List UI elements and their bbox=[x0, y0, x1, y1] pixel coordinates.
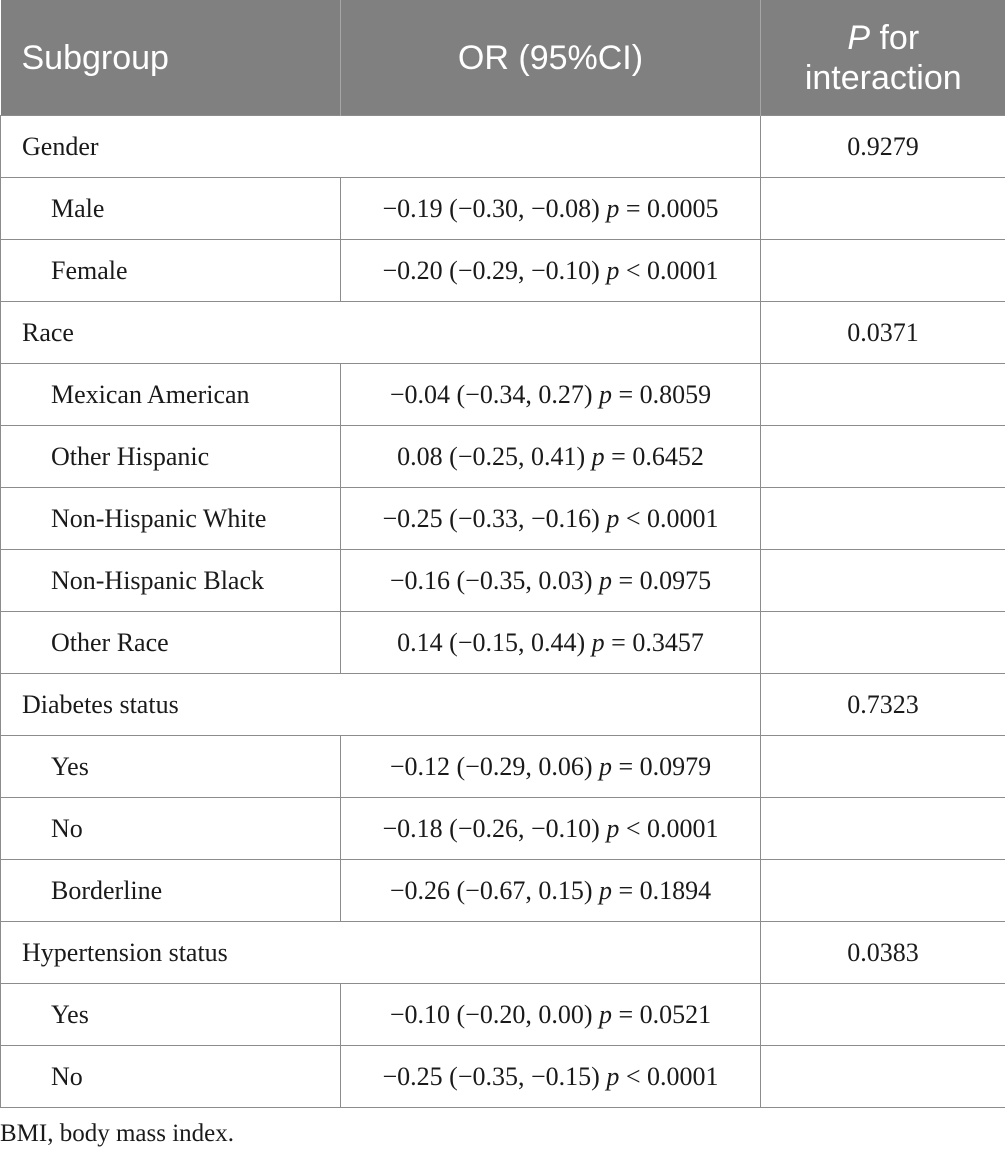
subgroup-label: No bbox=[1, 1046, 341, 1108]
or-ci-cell bbox=[341, 240, 761, 302]
table-row bbox=[1, 426, 1005, 488]
subgroup-label: Yes bbox=[1, 736, 341, 798]
group-label: Diabetes status bbox=[1, 674, 761, 736]
p-value: = 0.0005 bbox=[619, 193, 719, 223]
subgroup-label: Male bbox=[1, 178, 341, 240]
p-symbol: p bbox=[598, 565, 612, 595]
p-value: < 0.0001 bbox=[619, 503, 719, 533]
group-row bbox=[1, 116, 1005, 178]
p-interaction-cell bbox=[761, 426, 1005, 488]
p-interaction-cell: 0.0371 bbox=[761, 302, 1005, 364]
table-row bbox=[1, 240, 1005, 302]
header-subgroup: Subgroup bbox=[1, 0, 341, 116]
table-row bbox=[1, 736, 1005, 798]
p-interaction-cell bbox=[761, 736, 1005, 798]
or-ci-value: −0.25 (−0.35, −0.15) bbox=[382, 1061, 607, 1091]
or-ci-cell bbox=[341, 860, 761, 922]
p-symbol: p bbox=[606, 503, 620, 533]
header-p-interaction bbox=[761, 0, 1005, 116]
table-row bbox=[1, 1046, 1005, 1108]
or-ci-cell bbox=[341, 798, 761, 860]
or-ci-cell bbox=[341, 364, 761, 426]
p-symbol: p bbox=[591, 441, 605, 471]
p-symbol: p bbox=[606, 1061, 620, 1091]
group-row bbox=[1, 922, 1005, 984]
header-row bbox=[1, 0, 1005, 116]
or-ci-value: −0.18 (−0.26, −0.10) bbox=[382, 813, 607, 843]
or-ci-value: −0.16 (−0.35, 0.03) bbox=[389, 565, 599, 595]
p-interaction-cell bbox=[761, 550, 1005, 612]
or-ci-cell bbox=[341, 488, 761, 550]
p-interaction-cell: 0.0383 bbox=[761, 922, 1005, 984]
group-label: Hypertension status bbox=[1, 922, 761, 984]
p-symbol: p bbox=[606, 813, 620, 843]
p-value: = 0.0975 bbox=[611, 565, 712, 595]
or-ci-value: −0.04 (−0.34, 0.27) bbox=[389, 379, 599, 409]
group-label: Race bbox=[1, 302, 761, 364]
or-ci-value: −0.20 (−0.29, −0.10) bbox=[382, 255, 607, 285]
table-row bbox=[1, 488, 1005, 550]
subgroup-label: Mexican American bbox=[1, 364, 341, 426]
subgroup-label: Non-Hispanic White bbox=[1, 488, 341, 550]
p-interaction-cell bbox=[761, 984, 1005, 1046]
header-p-symbol: P bbox=[847, 18, 871, 57]
table-row bbox=[1, 550, 1005, 612]
or-ci-cell bbox=[341, 426, 761, 488]
subgroup-label: Other Hispanic bbox=[1, 426, 341, 488]
p-value: = 0.6452 bbox=[604, 441, 704, 471]
or-ci-cell bbox=[341, 736, 761, 798]
or-ci-cell bbox=[341, 550, 761, 612]
p-symbol: p bbox=[598, 379, 612, 409]
table-body bbox=[1, 116, 1005, 1108]
table-row bbox=[1, 364, 1005, 426]
p-value: < 0.0001 bbox=[619, 1061, 719, 1091]
p-interaction-cell bbox=[761, 240, 1005, 302]
table-row bbox=[1, 860, 1005, 922]
p-value: = 0.3457 bbox=[604, 627, 704, 657]
group-label: Gender bbox=[1, 116, 761, 178]
header-interaction-word: interaction bbox=[804, 58, 962, 97]
p-interaction-cell: 0.7323 bbox=[761, 674, 1005, 736]
group-row bbox=[1, 302, 1005, 364]
or-ci-value: −0.19 (−0.30, −0.08) bbox=[382, 193, 607, 223]
or-ci-value: −0.12 (−0.29, 0.06) bbox=[389, 751, 599, 781]
or-ci-value: 0.08 (−0.25, 0.41) bbox=[397, 441, 592, 471]
subgroup-label: Female bbox=[1, 240, 341, 302]
p-value: < 0.0001 bbox=[619, 813, 719, 843]
or-ci-cell bbox=[341, 178, 761, 240]
or-ci-value: 0.14 (−0.15, 0.44) bbox=[397, 627, 592, 657]
or-ci-value: −0.10 (−0.20, 0.00) bbox=[389, 999, 599, 1029]
p-symbol: p bbox=[598, 751, 612, 781]
group-row bbox=[1, 674, 1005, 736]
p-interaction-cell bbox=[761, 178, 1005, 240]
p-value: < 0.0001 bbox=[619, 255, 719, 285]
header-p-for: for bbox=[870, 18, 920, 57]
p-interaction-cell bbox=[761, 612, 1005, 674]
subgroup-label: Yes bbox=[1, 984, 341, 1046]
or-ci-cell bbox=[341, 984, 761, 1046]
subgroup-label: Borderline bbox=[1, 860, 341, 922]
p-symbol: p bbox=[598, 875, 612, 905]
subgroup-label: Other Race bbox=[1, 612, 341, 674]
subgroup-label: Non-Hispanic Black bbox=[1, 550, 341, 612]
p-symbol: p bbox=[598, 999, 612, 1029]
or-ci-cell bbox=[341, 1046, 761, 1108]
p-interaction-cell bbox=[761, 860, 1005, 922]
p-value: = 0.8059 bbox=[611, 379, 712, 409]
table-row bbox=[1, 798, 1005, 860]
table-row bbox=[1, 178, 1005, 240]
or-ci-value: −0.25 (−0.33, −0.16) bbox=[382, 503, 607, 533]
p-value: = 0.1894 bbox=[611, 875, 712, 905]
table-row bbox=[1, 612, 1005, 674]
subgroup-label: No bbox=[1, 798, 341, 860]
p-value: = 0.0521 bbox=[611, 999, 712, 1029]
p-interaction-cell bbox=[761, 798, 1005, 860]
or-ci-value: −0.26 (−0.67, 0.15) bbox=[389, 875, 599, 905]
p-value: = 0.0979 bbox=[611, 751, 712, 781]
p-symbol: p bbox=[606, 255, 620, 285]
table-row bbox=[1, 984, 1005, 1046]
p-symbol: p bbox=[591, 627, 605, 657]
table-header bbox=[1, 0, 1005, 116]
table-footnote: BMI, body mass index. bbox=[0, 1120, 235, 1147]
header-or: OR (95%CI) bbox=[341, 0, 761, 116]
or-ci-cell bbox=[341, 612, 761, 674]
p-interaction-cell bbox=[761, 364, 1005, 426]
p-symbol: p bbox=[606, 193, 620, 223]
p-interaction-cell: 0.9279 bbox=[761, 116, 1005, 178]
p-interaction-cell bbox=[761, 1046, 1005, 1108]
p-interaction-cell bbox=[761, 488, 1005, 550]
